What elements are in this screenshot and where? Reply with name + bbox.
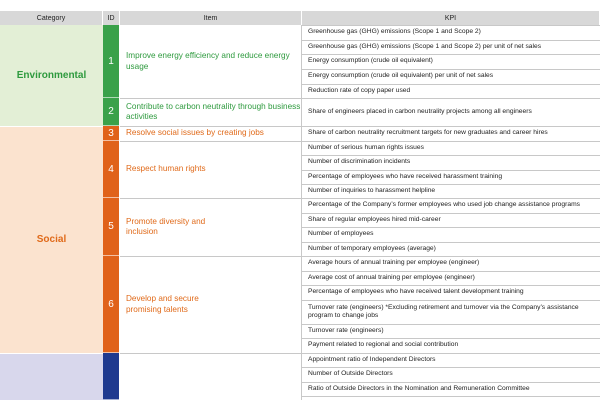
kpi-row: Energy consumption (crude oil equivalent) per unit of net sales [308, 72, 494, 80]
category-social: Social [0, 126, 103, 353]
kpi-row: Percentage of the Company’s former employees who used job change assistance programs [308, 201, 580, 209]
item-id-3: 3 [103, 126, 119, 141]
category-environmental: Environmental [0, 25, 103, 126]
item-label-2: Contribute to carbon neutrality through business activities [126, 101, 301, 121]
item-id-4: 4 [103, 141, 119, 198]
kpi-row: Turnover rate (engineers) [308, 326, 384, 334]
kpi-row: Ratio of Outside Directors in the Nomination and Remuneration Committee [308, 384, 530, 392]
item-label-5: Promote diversity and inclusion [126, 216, 206, 236]
kpi-row: Number of temporary employees (average) [308, 244, 436, 252]
kpi-row: Percentage of employees who have received talent development training [308, 288, 524, 296]
kpi-row: Share of carbon neutrality recruitment targets for new graduates and career hires [308, 129, 548, 137]
item-id-5: 5 [103, 198, 119, 256]
item-id-1: 1 [103, 25, 119, 98]
kpi-row: Average hours of annual training per employee (engineer) [308, 259, 480, 267]
header-category: Category [0, 11, 103, 25]
kpi-row: Greenhouse gas (GHG) emissions (Scope 1 and Scope 2) per unit of net sales [308, 42, 542, 50]
kpi-row: Share of engineers placed in carbon neutrality projects among all engineers [308, 107, 532, 115]
item-label-6: Develop and secure promising talents [126, 294, 199, 314]
kpi-row: Number of Outside Directors [308, 370, 393, 378]
kpi-row: Energy consumption (crude oil equivalent) [308, 57, 433, 65]
header-id: ID [103, 11, 120, 25]
kpi-row: Share of regular employees hired mid-career [308, 215, 441, 223]
kpi-row: Percentage of employees who have received harassment training [308, 172, 503, 180]
kpi-row: Payment related to regional and social contribution [308, 341, 459, 349]
kpi-row: Average cost of annual training per employee (engineer) [308, 273, 475, 281]
kpi-row: Reduction rate of copy paper used [308, 86, 411, 94]
item-label-4: Respect human rights [126, 164, 206, 174]
kpi-row: Number of serious human rights issues [308, 143, 424, 151]
kpi-row: Number of discrimination incidents [308, 158, 411, 166]
kpi-row: Number of inquiries to harassment helpline [308, 186, 436, 194]
kpi-row: Greenhouse gas (GHG) emissions (Scope 1 and Scope 2) [308, 28, 481, 36]
item-id-7 [103, 353, 119, 400]
kpi-row: Appointment ratio of Independent Directors [308, 355, 436, 363]
header-kpi: KPI [302, 11, 600, 25]
item-label-7 [120, 353, 301, 400]
item-label-1: Improve energy efficiency and reduce energy usage [126, 51, 290, 71]
item-label-3: Resolve social issues by creating jobs [126, 128, 264, 138]
category-governance [0, 353, 103, 400]
item-id-2: 2 [103, 98, 119, 126]
kpi-row: Turnover rate (engineers) *Excluding retirement and turnover via the Company’s assistance program to change jobs [308, 303, 579, 319]
header-item: Item [120, 11, 302, 25]
item-id-6: 6 [103, 256, 119, 353]
kpi-row: Number of employees [308, 230, 374, 238]
